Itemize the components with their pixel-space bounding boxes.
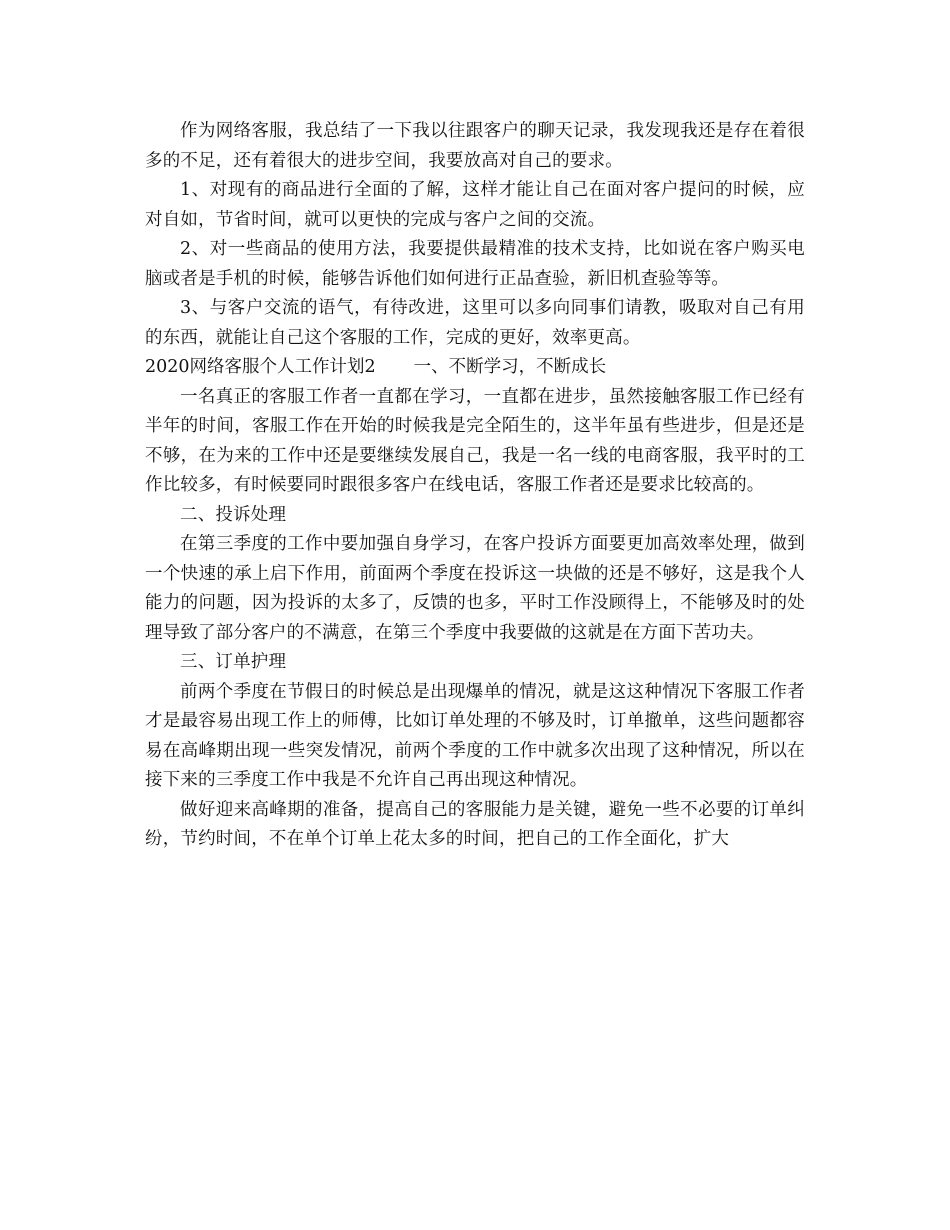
heading-orders: 三、订单护理 bbox=[180, 652, 287, 672]
section-title: 2020网络客服个人工作计划2 bbox=[145, 357, 376, 377]
paragraph-item-2: 2、对一些商品的使用方法，我要提供最精准的技术支持，比如说在客户购买电脑或者是手机的时候，能够告诉他们如何进行正品查验，新旧机查验等等。 bbox=[145, 239, 805, 289]
section-subtitle: 一、不断学习，不断成长 bbox=[413, 357, 607, 377]
paragraph-orders-2: 做好迎来高峰期的准备，提高自己的客服能力是关键，避免一些不必要的订单纠纷，节约时间，不在单个订单上花太多的时间，把自己的工作全面化，扩大 bbox=[145, 799, 805, 849]
section-heading-line bbox=[145, 353, 805, 383]
paragraph-complaints: 在第三季度的工作中要加强自身学习，在客户投诉方面要更加高效率处理，做到一个快速的承上启下作用，前面两个季度在投诉这一块做的还是不够好，这是我个人能力的问题，因为投诉的太多了，反馈的也多，平时工作没顾得上，不能够及时的处理导致了部分客户的不满意，在第三个季度中我要做的这就是在方面下苦功夫。 bbox=[145, 534, 805, 643]
heading-complaints: 二、投诉处理 bbox=[180, 504, 287, 525]
paragraph-learning: 一名真正的客服工作者一直都在学习，一直都在进步，虽然接触客服工作已经有半年的时间，客服工作在开始的时候我是完全陌生的，这半年虽有些进步，但是还是不够，在为来的工作中还是要继续发展自己，我是一名一线的电商客服，我平时的工作比较多，有时候要同时跟很多客户在线电话，客服工作者还是要求比较高的。 bbox=[145, 386, 805, 495]
paragraph-item-1: 1、对现有的商品进行全面的了解，这样才能让自己在面对客户提问的时候，应对自如，节省时间，就可以更快的完成与客户之间的交流。 bbox=[145, 180, 805, 230]
paragraph-orders-1: 前两个季度在节假日的时候总是出现爆单的情况，就是这这种情况下客服工作者才是最容易出现工作上的师傅，比如订单处理的不够及时，订单撤单，这些问题都容易在高峰期出现一些突发情况，前两个季度的工作中就多次出现了这种情况，所以在接下来的三季度工作中我是不允许自己再出现这种情况。 bbox=[145, 681, 805, 790]
paragraph-intro: 作为网络客服，我总结了一下我以往跟客户的聊天记录，我发现我还是存在着很多的不足，还有着很大的进步空间，我要放高对自己的要求。 bbox=[145, 121, 805, 171]
document-body bbox=[145, 117, 805, 855]
paragraph-item-3: 3、与客户交流的语气，有待改进，这里可以多向同事们请教，吸取对自己有用的东西，就能让自己这个客服的工作，完成的更好，效率更高。 bbox=[145, 298, 805, 348]
